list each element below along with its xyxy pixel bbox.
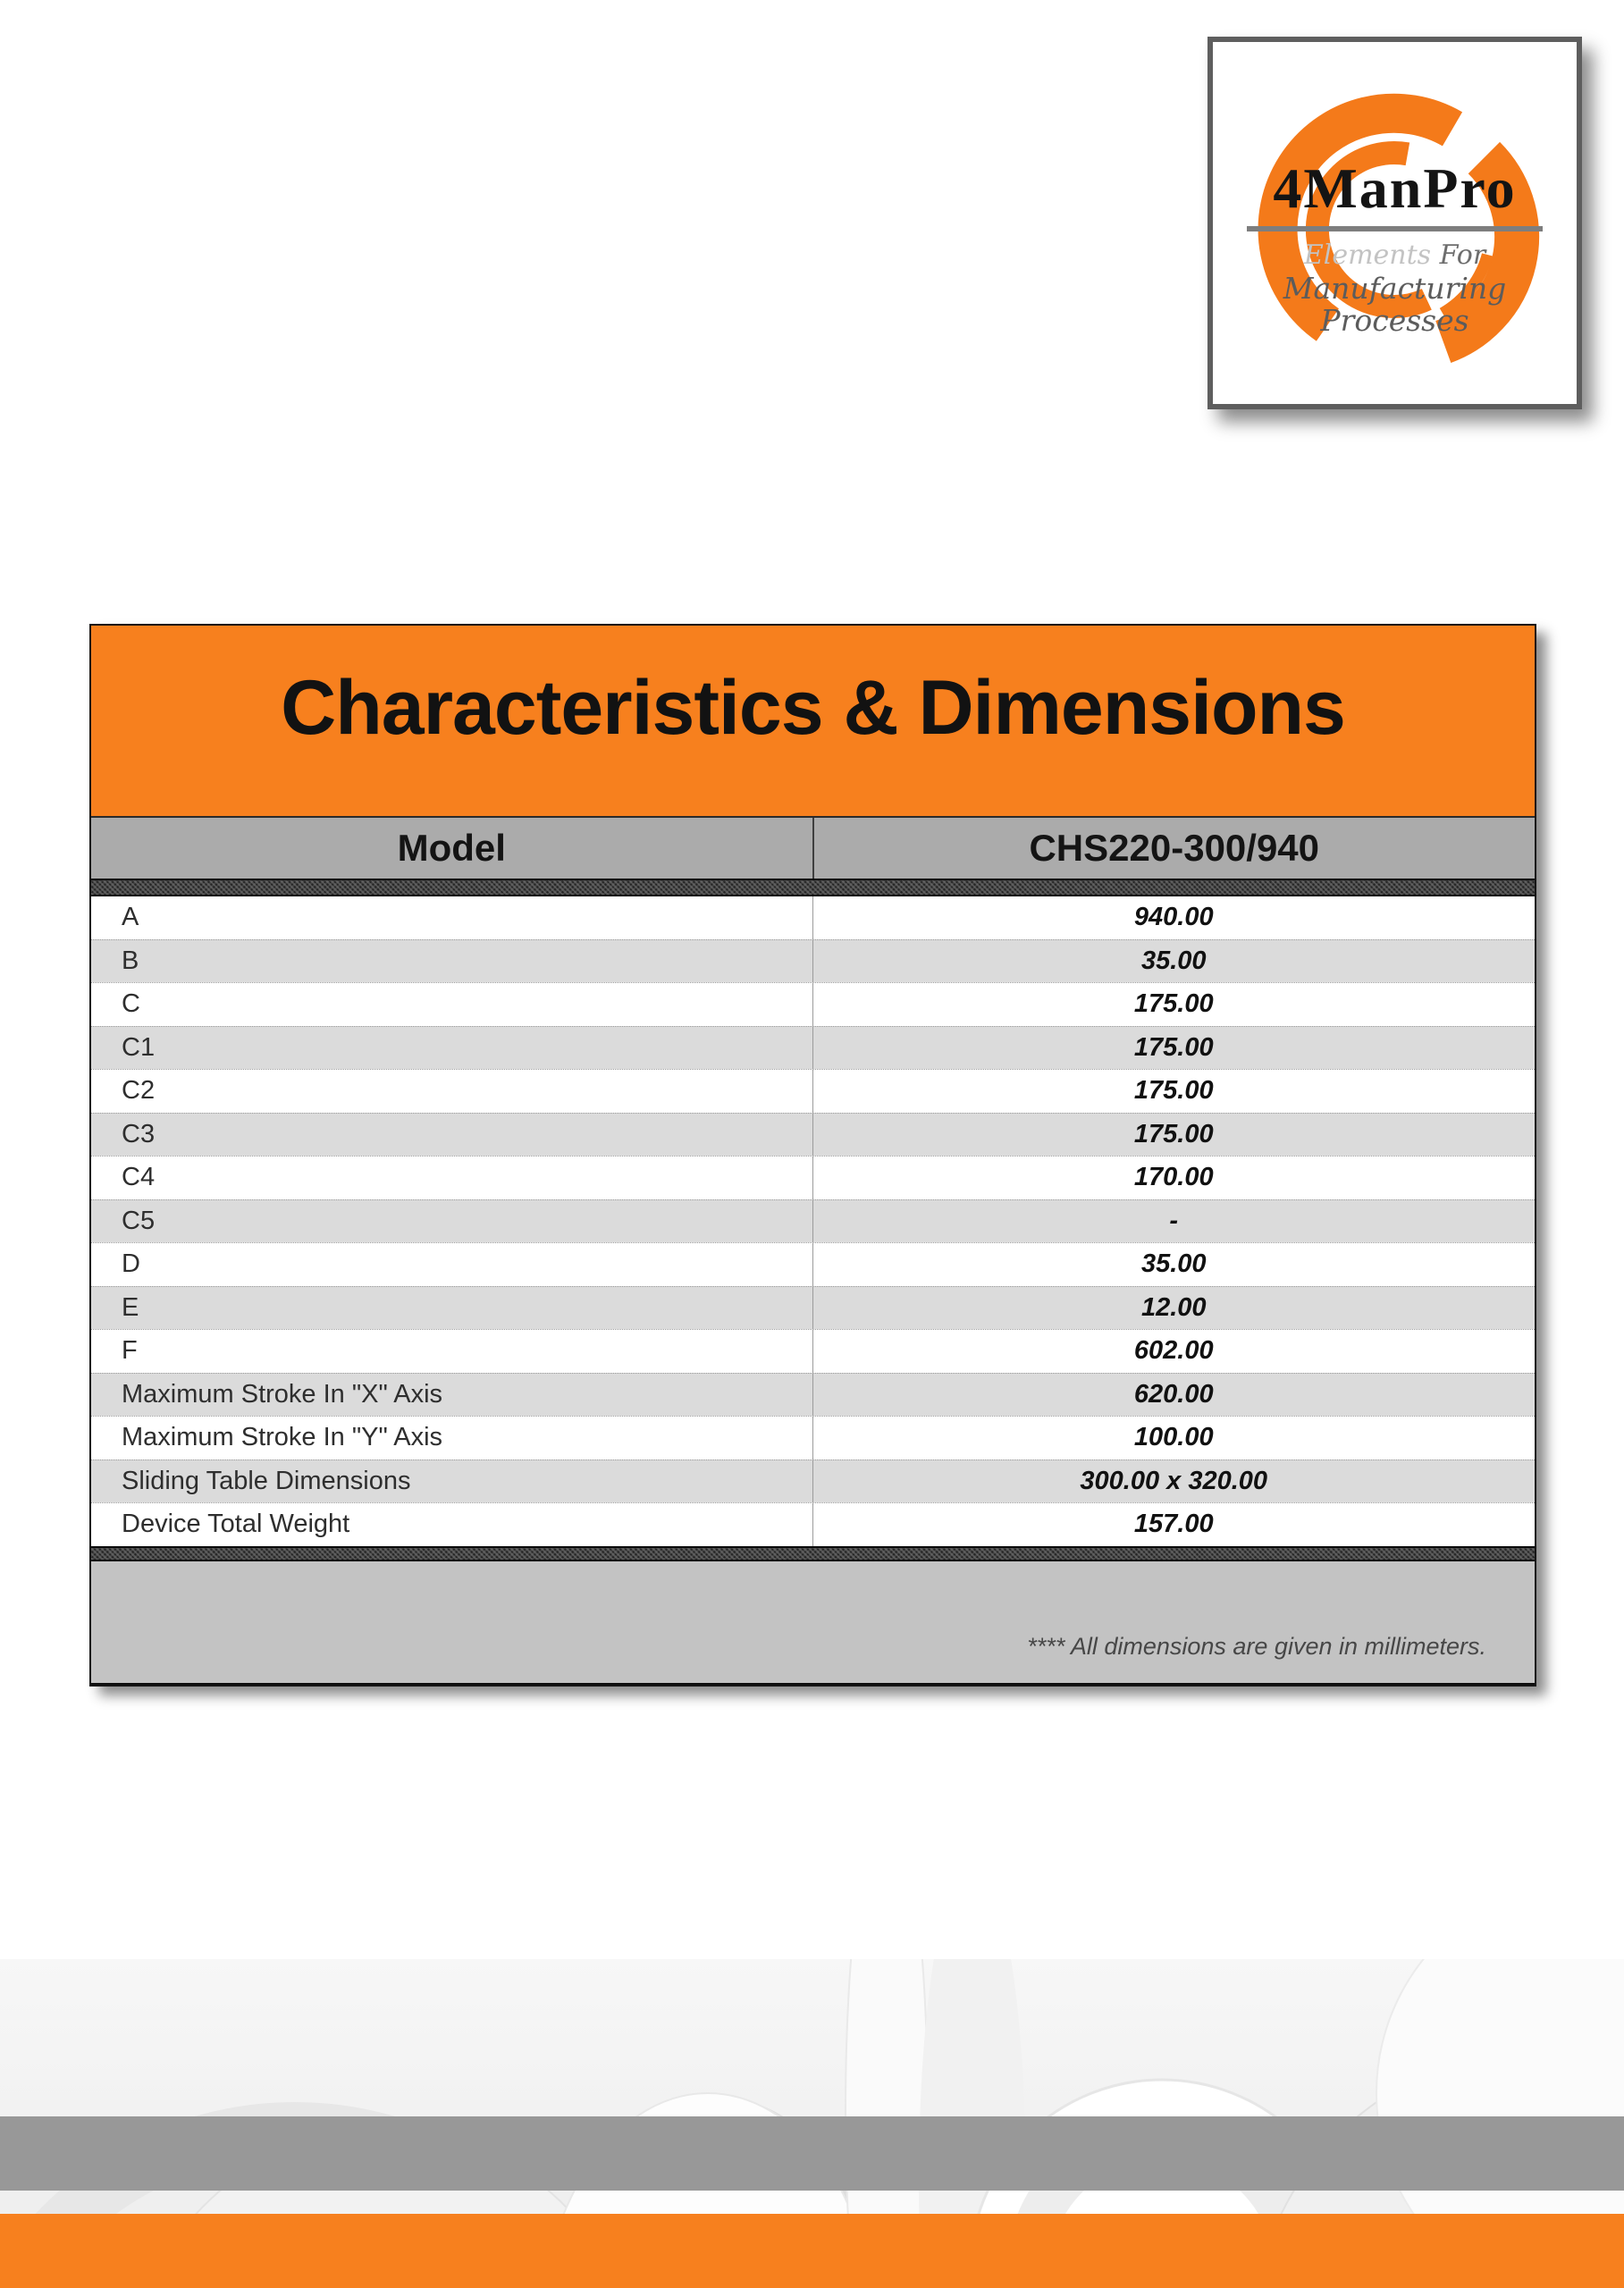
row-label: D bbox=[91, 1243, 813, 1286]
footer-orange-band bbox=[0, 2214, 1624, 2288]
row-label: Sliding Table Dimensions bbox=[91, 1460, 813, 1503]
row-value: 35.00 bbox=[1140, 1249, 1207, 1279]
model-header-cell: Model bbox=[91, 818, 814, 879]
footer-gray-band bbox=[0, 2116, 1624, 2191]
row-value: 175.00 bbox=[1133, 1119, 1214, 1148]
row-value: 940.00 bbox=[1133, 903, 1214, 932]
row-value: 12.00 bbox=[1140, 1292, 1207, 1322]
table-row bbox=[91, 896, 1535, 939]
row-value: 300.00 x 320.00 bbox=[1080, 1466, 1268, 1495]
row-value: 157.00 bbox=[1133, 1510, 1214, 1539]
logo-brand-text: 4ManPro bbox=[1273, 156, 1517, 220]
row-value: 620.00 bbox=[1133, 1379, 1214, 1409]
table-row bbox=[91, 1416, 1535, 1459]
dimensions-footnote: **** All dimensions are given in millimeters. bbox=[1027, 1632, 1486, 1660]
hatch-separator-bottom bbox=[91, 1546, 1535, 1561]
model-value-cell: CHS220-300/940 bbox=[1029, 827, 1320, 869]
table-row bbox=[91, 1459, 1535, 1503]
row-value: 100.00 bbox=[1133, 1423, 1214, 1452]
logo-divider-rule bbox=[1247, 226, 1543, 231]
characteristics-table-card bbox=[89, 624, 1536, 1687]
table-row bbox=[91, 1286, 1535, 1330]
table-row bbox=[91, 982, 1535, 1026]
row-label: C bbox=[91, 983, 813, 1026]
logo-tagline-line2: Manufacturing Processes bbox=[1283, 271, 1507, 339]
table-row bbox=[91, 1113, 1535, 1157]
row-label: Maximum Stroke In "Y" Axis bbox=[91, 1417, 813, 1459]
row-label: C5 bbox=[91, 1200, 813, 1243]
table-row bbox=[91, 1069, 1535, 1113]
logo-tagline-word-elements: Elements bbox=[1303, 240, 1440, 271]
row-value: 175.00 bbox=[1133, 1032, 1214, 1062]
table-row bbox=[91, 1156, 1535, 1199]
row-value: 170.00 bbox=[1133, 1163, 1214, 1192]
table-row bbox=[91, 939, 1535, 983]
table-footer-band bbox=[91, 1561, 1535, 1685]
row-value: - bbox=[1169, 1206, 1179, 1235]
row-label: B bbox=[91, 940, 813, 983]
row-label: F bbox=[91, 1330, 813, 1373]
table-row bbox=[91, 1242, 1535, 1286]
table-row bbox=[91, 1373, 1535, 1417]
row-value: 175.00 bbox=[1133, 989, 1214, 1019]
company-logo-card bbox=[1207, 37, 1582, 409]
row-value: 35.00 bbox=[1140, 946, 1207, 975]
table-title: Characteristics & Dimensions bbox=[281, 665, 1345, 751]
row-label: C2 bbox=[91, 1070, 813, 1113]
logo-tagline-line1 bbox=[1213, 240, 1577, 270]
table-header-row bbox=[91, 816, 1535, 880]
hatch-separator-top bbox=[91, 880, 1535, 896]
row-value: 175.00 bbox=[1133, 1076, 1214, 1106]
table-row bbox=[91, 1199, 1535, 1243]
row-label: C1 bbox=[91, 1027, 813, 1070]
row-label: E bbox=[91, 1287, 813, 1330]
table-row bbox=[91, 1502, 1535, 1546]
row-label: C4 bbox=[91, 1157, 813, 1199]
table-row bbox=[91, 1329, 1535, 1373]
row-label: Maximum Stroke In "X" Axis bbox=[91, 1374, 813, 1417]
logo-tagline-word-for: For bbox=[1439, 240, 1486, 271]
row-label: A bbox=[91, 896, 813, 939]
table-body bbox=[91, 896, 1535, 1546]
row-label: C3 bbox=[91, 1114, 813, 1157]
row-label: Device Total Weight bbox=[91, 1503, 813, 1546]
logo-swirl-icon bbox=[1213, 42, 1577, 404]
table-title-band bbox=[91, 626, 1535, 816]
table-row bbox=[91, 1026, 1535, 1070]
row-value: 602.00 bbox=[1133, 1336, 1214, 1366]
